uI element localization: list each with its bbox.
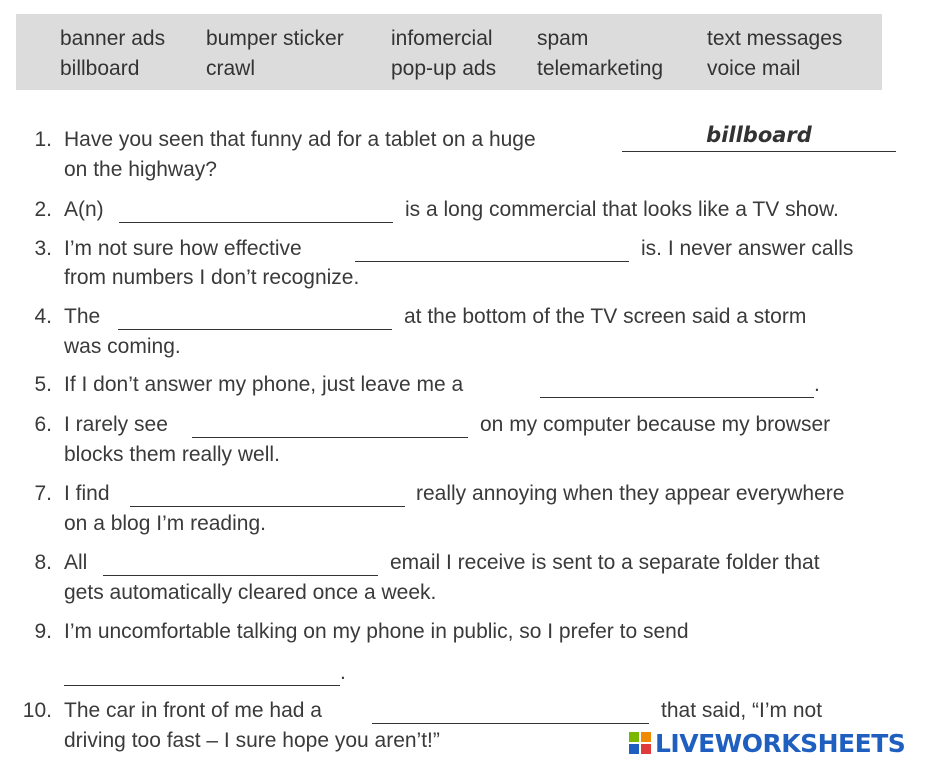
question-number: 10. xyxy=(22,699,52,722)
liveworksheets-grid-icon xyxy=(629,732,651,754)
word-bank-item: bumper sticker xyxy=(206,27,344,50)
word-bank-item: banner ads xyxy=(60,27,166,50)
question-text: that said, “I’m not xyxy=(661,699,823,722)
question-text: was coming. xyxy=(64,335,181,358)
question-text: driving too fast – I sure hope you aren’t!” xyxy=(64,729,440,752)
word-bank-item: voice mail xyxy=(707,57,801,80)
question-text: I rarely see xyxy=(64,413,168,436)
question-text: on the highway? xyxy=(64,158,217,181)
word-bank-item: crawl xyxy=(206,57,256,80)
answer-blank-7[interactable] xyxy=(130,477,405,507)
answer-blank-2[interactable] xyxy=(119,193,393,223)
question-text: blocks them really well. xyxy=(64,443,280,466)
question-text: I’m uncomfortable talking on my phone in public, so I prefer to send xyxy=(64,620,689,643)
question-number: 5. xyxy=(34,373,52,396)
question-text: at the bottom of the TV screen said a storm xyxy=(404,305,807,328)
answer-blank-5[interactable] xyxy=(540,368,814,398)
question-number: 3. xyxy=(34,237,52,260)
question-text: All xyxy=(64,551,88,574)
question-number: 6. xyxy=(34,413,52,436)
word-bank-item: telemarketing xyxy=(537,57,664,80)
word-bank-item: spam xyxy=(537,27,589,50)
logo-text: LIVEWORKSHEETS xyxy=(655,728,906,758)
question-number: 9. xyxy=(34,620,52,643)
question-number: 8. xyxy=(34,551,52,574)
answer-blank-3[interactable] xyxy=(355,232,629,262)
word-bank-item: billboard xyxy=(60,57,140,80)
word-bank-item: pop-up ads xyxy=(391,57,497,80)
question-text: on a blog I’m reading. xyxy=(64,512,266,535)
word-bank-item: infomercial xyxy=(391,27,493,50)
answer-blank-4[interactable] xyxy=(118,300,392,330)
question-text: The xyxy=(64,305,101,328)
answer-blank-9[interactable] xyxy=(64,656,340,686)
liveworksheets-logo[interactable] xyxy=(629,728,905,758)
word-bank xyxy=(16,14,882,90)
question-number: 4. xyxy=(34,305,52,328)
answer-blank-8[interactable] xyxy=(103,546,378,576)
question-text: from numbers I don’t recognize. xyxy=(64,266,360,289)
question-text: A(n) xyxy=(64,198,104,221)
word-bank-item: text messages xyxy=(707,27,843,50)
answer-blank-6[interactable] xyxy=(192,408,468,438)
question-text: If I don’t answer my phone, just leave me a xyxy=(64,373,464,396)
question-text: I find xyxy=(64,482,110,505)
question-number: 1. xyxy=(34,128,52,151)
question-text: gets automatically cleared once a week. xyxy=(64,581,437,604)
question-number: 2. xyxy=(34,198,52,221)
question-text: email I receive is sent to a separate folder that xyxy=(390,551,820,574)
question-text: I’m not sure how effective xyxy=(64,237,302,260)
question-text: Have you seen that funny ad for a tablet on a huge xyxy=(64,128,536,151)
question-text: The car in front of me had a xyxy=(64,699,322,722)
answer-blank-1[interactable] xyxy=(622,122,896,152)
question-text: really annoying when they appear everywhere xyxy=(416,482,845,505)
question-text: . xyxy=(340,661,346,684)
question-text: on my computer because my browser xyxy=(480,413,831,436)
question-number: 7. xyxy=(34,482,52,505)
answer-blank-10[interactable] xyxy=(372,694,649,724)
question-text: . xyxy=(814,373,820,396)
question-text: is. I never answer calls xyxy=(641,237,854,260)
question-text: is a long commercial that looks like a TV show. xyxy=(405,198,839,221)
